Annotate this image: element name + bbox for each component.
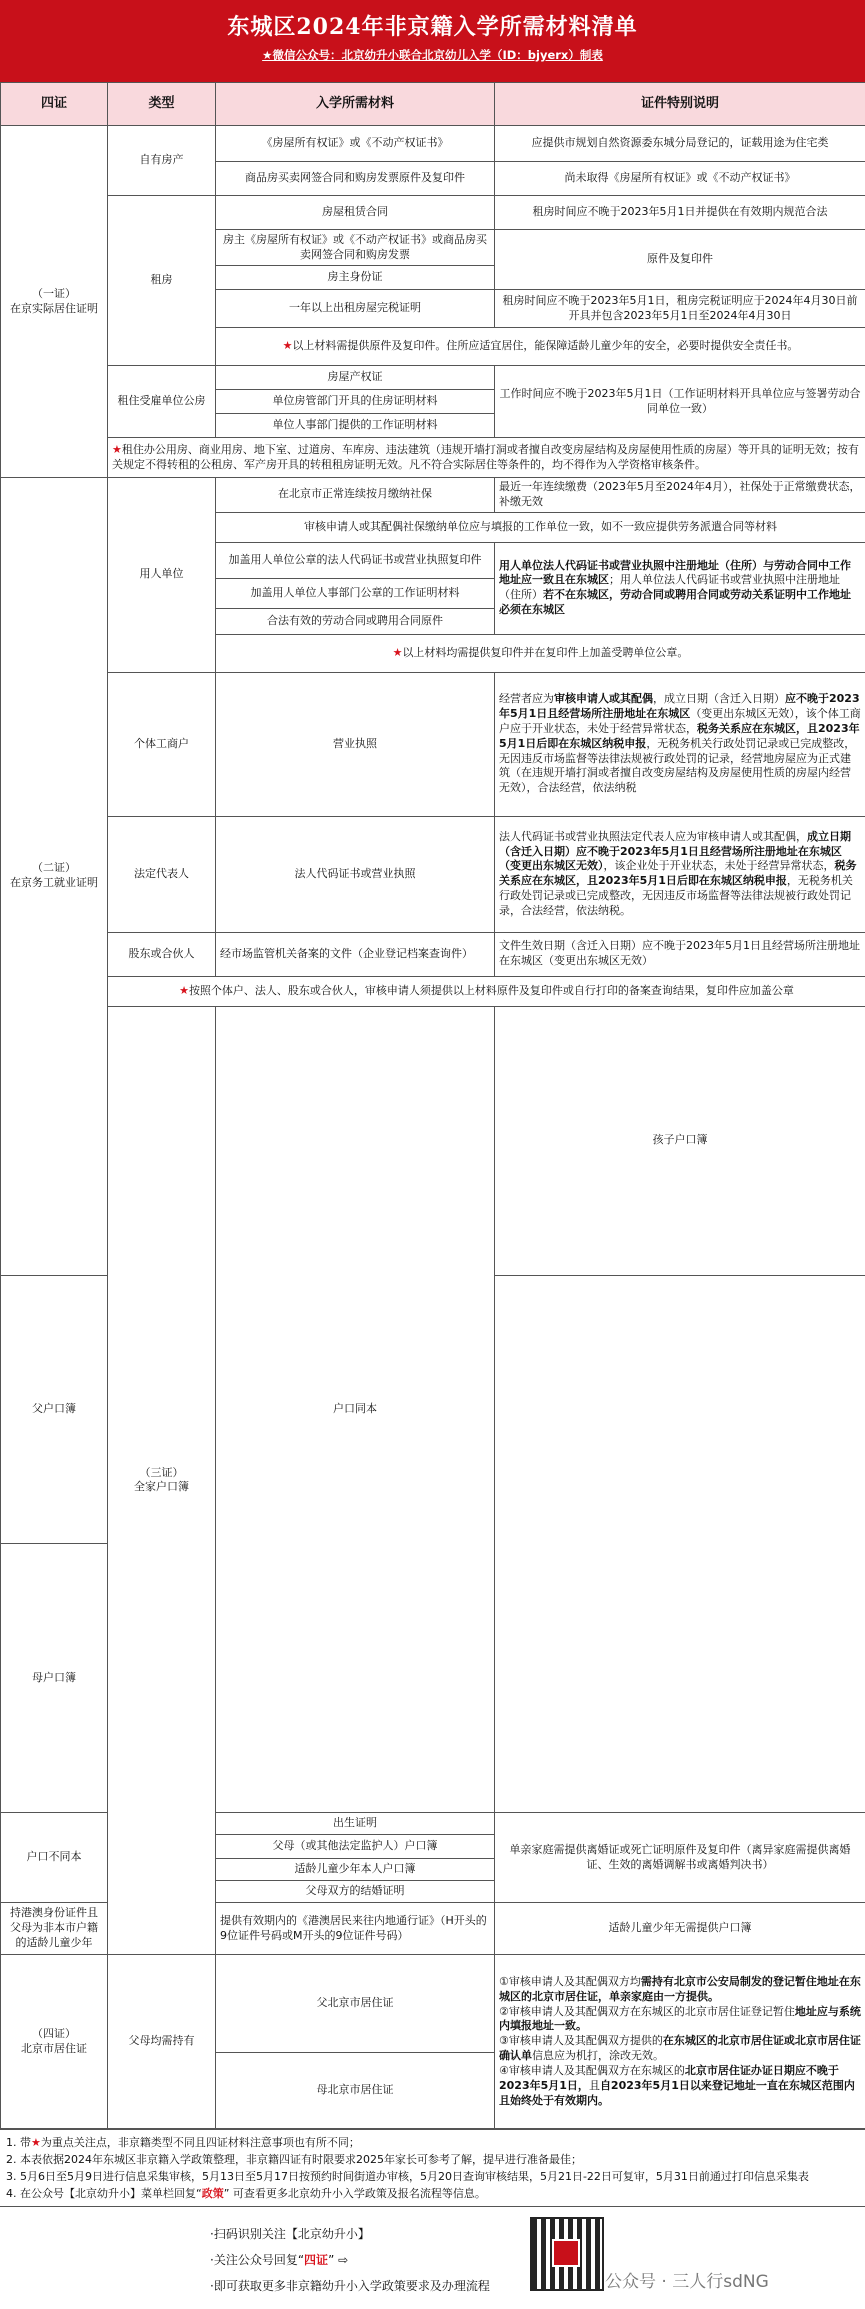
note-cell: 最近一年连续缴费（2023年5月至2024年4月），社保处于正常缴费状态，补缴无效: [495, 478, 865, 513]
material-cell: 母户口簿: [1, 1544, 108, 1813]
table-row: [1, 976, 865, 1006]
note-cell: 原件及复印件: [495, 230, 865, 290]
section-employment: （二证） 在京务工就业证明: [1, 478, 108, 1276]
note-cell: 适龄儿童少年无需提供户口簿: [495, 1903, 865, 1955]
col-header-type: 类型: [108, 83, 216, 126]
promo-line-2: ·关注公众号回复“四证” ⇨: [210, 2247, 490, 2273]
footer-note-4: 4. 在公众号【北京幼升小】菜单栏回复“政策” 可查看更多北京幼升小入学政策及报名流程等信息。: [6, 2185, 859, 2202]
type-hk-macao: 持港澳身份证件且父母为非本市户籍的适龄儿童少年: [1, 1903, 108, 1955]
table-row: [1, 366, 865, 390]
material-cell: 提供有效期内的《港澳居民来往内地通行证》（H开头的9位证件号码或M开头的9位证件号码）: [216, 1903, 495, 1955]
star-icon: ★: [283, 339, 293, 352]
col-header-notes: 证件特别说明: [495, 83, 865, 126]
section-household: （三证） 全家户口簿: [108, 1006, 216, 1955]
star-icon: ★: [179, 984, 189, 997]
col-header-materials: 入学所需材料: [216, 83, 495, 126]
note-cell: 工作时间应不晚于2023年5月1日（工作证明材料开具单位应与签署劳动合同单位一致）: [495, 366, 865, 438]
material-cell: 房屋产权证: [216, 366, 495, 390]
material-cell: 父北京市居住证: [216, 1955, 495, 2053]
rent-note: ★以上材料需提供原件及复印件。住所应适宜居住，能保障适龄儿童少年的安全，必要时提供安全责任书。: [216, 328, 865, 366]
type-same-register: 户口同本: [216, 1006, 495, 1813]
type-legal-representative: 法定代表人: [108, 816, 216, 932]
footer-note-2: 2. 本表依据2024年东城区非京籍入学政策整理，非京籍四证有时限要求2025年家长可参考了解，提早进行准备最佳；: [6, 2151, 859, 2168]
material-cell: 适龄儿童少年本人户口簿: [216, 1859, 495, 1881]
material-cell: 营业执照: [216, 672, 495, 816]
employer-note: ★以上材料均需提供复印件并在复印件上加盖受聘单位公章。: [216, 634, 865, 672]
table-row: [1, 1955, 865, 2053]
footer-note-1: 1. 带★为重点关注点，非京籍类型不同且四证材料注意事项也有所不同；: [6, 2134, 859, 2151]
materials-table: [0, 82, 865, 2129]
note-cell: 应提供市规划自然资源委东城分局登记的，证载用途为住宅类: [495, 126, 865, 162]
table-row: [1, 672, 865, 816]
material-cell: 加盖用人单位人事部门公章的工作证明材料: [216, 578, 495, 608]
table-header-row: [1, 83, 865, 126]
note-cell: 用人单位法人代码证书或营业执照中注册地址（住所）与劳动合同中工作地址应一致且在东城区；用人单位法人代码证书或营业执照中注册地址（住所）若不在东城区，劳动合同或聘用合同或劳动关系证明中工作地址必须在东城区: [495, 542, 865, 634]
type-shareholder: 股东或合伙人: [108, 932, 216, 976]
material-cell: 加盖用人单位公章的法人代码证书或营业执照复印件: [216, 542, 495, 578]
promo-footer: [0, 2206, 865, 2309]
type-unit-housing: 租住受雇单位公房: [108, 366, 216, 438]
material-cell: 一年以上出租房屋完税证明: [216, 290, 495, 328]
type-both-parents: 父母均需持有: [108, 1955, 216, 2129]
material-cell: 商品房买卖网签合同和购房发票原件及复印件: [216, 162, 495, 196]
material-cell: 法人代码证书或营业执照: [216, 816, 495, 932]
note-cell: 租房时间应不晚于2023年5月1日并提供在有效期内规范合法: [495, 196, 865, 230]
employment-note: ★按照个体户、法人、股东或合伙人，审核申请人须提供以上材料原件及复印件或自行打印的备案查询结果，复印件应加盖公章: [108, 976, 865, 1006]
material-cell: 审核申请人或其配偶社保缴纳单位应与填报的工作单位一致，如不一致应提供劳务派遣合同等材料: [216, 512, 865, 542]
note-cell: 租房时间应不晚于2023年5月1日，租房完税证明应于2024年4月30日前开具并包含2023年5月1日至2024年4月30日: [495, 290, 865, 328]
table-row: [1, 816, 865, 932]
material-cell: 在北京市正常连续按月缴纳社保: [216, 478, 495, 513]
material-cell: 父户口簿: [1, 1275, 108, 1544]
type-rent: 租房: [108, 196, 216, 366]
type-different-register: 户口不同本: [1, 1813, 108, 1903]
star-icon: ★: [393, 646, 403, 659]
material-cell: 单位人事部门提供的工作证明材料: [216, 414, 495, 438]
note-cell: 法人代码证书或营业执照法定代表人应为审核申请人或其配偶，成立日期（含迁入日期）应不晚于2023年5月1日且经营场所注册地址在东城区（变更出东城区无效），该企业处于开业状态，未处于经营异常状态，税务关系应在东城区，且2023年5月1日后即在东城区纳税申报，无税务机关行政处罚记录或已完成整改，无因违反市场监督等法律法规被行政处罚记录，合法经营，依法纳税。: [495, 816, 865, 932]
material-cell: 父母双方的结婚证明: [216, 1881, 495, 1903]
note-cell: 尚未取得《房屋所有权证》或《不动产权证书》: [495, 162, 865, 196]
note-cell: 文件生效日期（含迁入日期）应不晚于2023年5月1日且经营场所注册地址在东城区（变更出东城区无效）: [495, 932, 865, 976]
page-subtitle: ★微信公众号：北京幼升小联合北京幼儿入学（ID：bjyerx）制表: [0, 47, 865, 63]
table-row: [1, 932, 865, 976]
footer-notes: [0, 2129, 865, 2206]
col-header-certificate: 四证: [1, 83, 108, 126]
qr-logo-icon: [552, 2239, 580, 2267]
material-cell: 出生证明: [216, 1813, 495, 1835]
material-cell: 母北京市居住证: [216, 2053, 495, 2129]
star-icon: ★: [31, 2136, 41, 2149]
material-cell: 房屋租赁合同: [216, 196, 495, 230]
watermark: 公众号 · 三人行sdNG: [605, 2267, 769, 2292]
note-cell: 经营者应为审核申请人或其配偶，成立日期（含迁入日期）应不晚于2023年5月1日且经营场所注册地址在东城区（变更出东城区无效），该个体工商户应于开业状态，未处于经营异常状态，税务关系应在东城区，且2023年5月1日后即在东城区纳税申报，无税务机关行政处罚记录或已完成整改，无因违反市场监督等法律法规被行政处罚的记录，经营地房屋应为正式建筑（在违规开墙打洞或者擅自改变房屋结构及房屋使用性质的房屋内经营无效），合法经营，依法纳税: [495, 672, 865, 816]
material-cell: 父母（或其他法定监护人）户口簿: [216, 1835, 495, 1859]
table-row: [1, 1006, 865, 1275]
type-individual-business: 个体工商户: [108, 672, 216, 816]
title-banner: [0, 0, 865, 82]
page-title: 东城区2024年非京籍入学所需材料清单: [0, 10, 865, 41]
type-own-property: 自有房产: [108, 126, 216, 196]
promo-line-3: ·即可获取更多非京籍幼升小入学政策要求及办理流程: [210, 2273, 490, 2299]
footer-note-3: 3. 5月6日至5月9日进行信息采集审核，5月13日至5月17日按预约时间街道办审核，5月20日查询审核结果，5月21日-22日可复审，5月31日前通过打印信息采集表: [6, 2168, 859, 2185]
material-cell: 合法有效的劳动合同或聘用合同原件: [216, 608, 495, 634]
note-cell: 单亲家庭需提供离婚证或死亡证明原件及复印件（离异家庭需提供离婚证、生效的离婚调解书或离婚判决书）: [495, 1813, 865, 1903]
material-cell: 单位房管部门开具的住房证明材料: [216, 390, 495, 414]
promo-line-1: ·扫码识别关注【北京幼升小】: [210, 2221, 490, 2247]
type-employer: 用人单位: [108, 478, 216, 673]
table-row: [1, 196, 865, 230]
section-residence-permit: （四证） 北京市居住证: [1, 1955, 108, 2129]
material-cell: 孩子户口簿: [495, 1006, 865, 1275]
table-row: [1, 126, 865, 162]
material-cell: 经市场监管机关备案的文件（企业登记档案查询件）: [216, 932, 495, 976]
table-row: [1, 438, 865, 478]
section-residence: （一证） 在京实际居住证明: [1, 126, 108, 478]
table-row: [1, 478, 865, 513]
residence-invalid-note: ★租住办公用房、商业用房、地下室、过道房、车库房、违法建筑（违规开墙打洞或者擅自改变房屋结构及房屋使用性质的房屋）等开具的证明无效；按有关规定不得转租的公租房、军产房开具的转租租房证明无效。凡不符合实际居住等条件的，均不得作为入学资格审核条件。: [108, 438, 865, 478]
note-cell: ①审核申请人及其配偶双方均需持有北京市公安局制发的登记暂住地址在东城区的北京市居住证，单亲家庭由一方提供。 ②审核申请人及其配偶双方在东城区的北京市居住证登记暂住地址应与系统内填报地址一致。 ③审核申请人及其配偶双方提供的在东城区的北京市居住证或北京市居住证确认单信息应为机打，涂改无效。 ④审核申请人及其配偶双方在东城区的北京市居住证办证日期应不晚于2023年5月1日，且自2023年5月1日以来登记地址一直在东城区范围内且始终处于有效期内。: [495, 1955, 865, 2129]
star-icon: ★: [112, 443, 122, 456]
material-cell: 房主身份证: [216, 266, 495, 290]
material-cell: 《房屋所有权证》或《不动产权证书》: [216, 126, 495, 162]
material-cell: 房主《房屋所有权证》或《不动产权证书》或商品房买卖网签合同和购房发票: [216, 230, 495, 266]
